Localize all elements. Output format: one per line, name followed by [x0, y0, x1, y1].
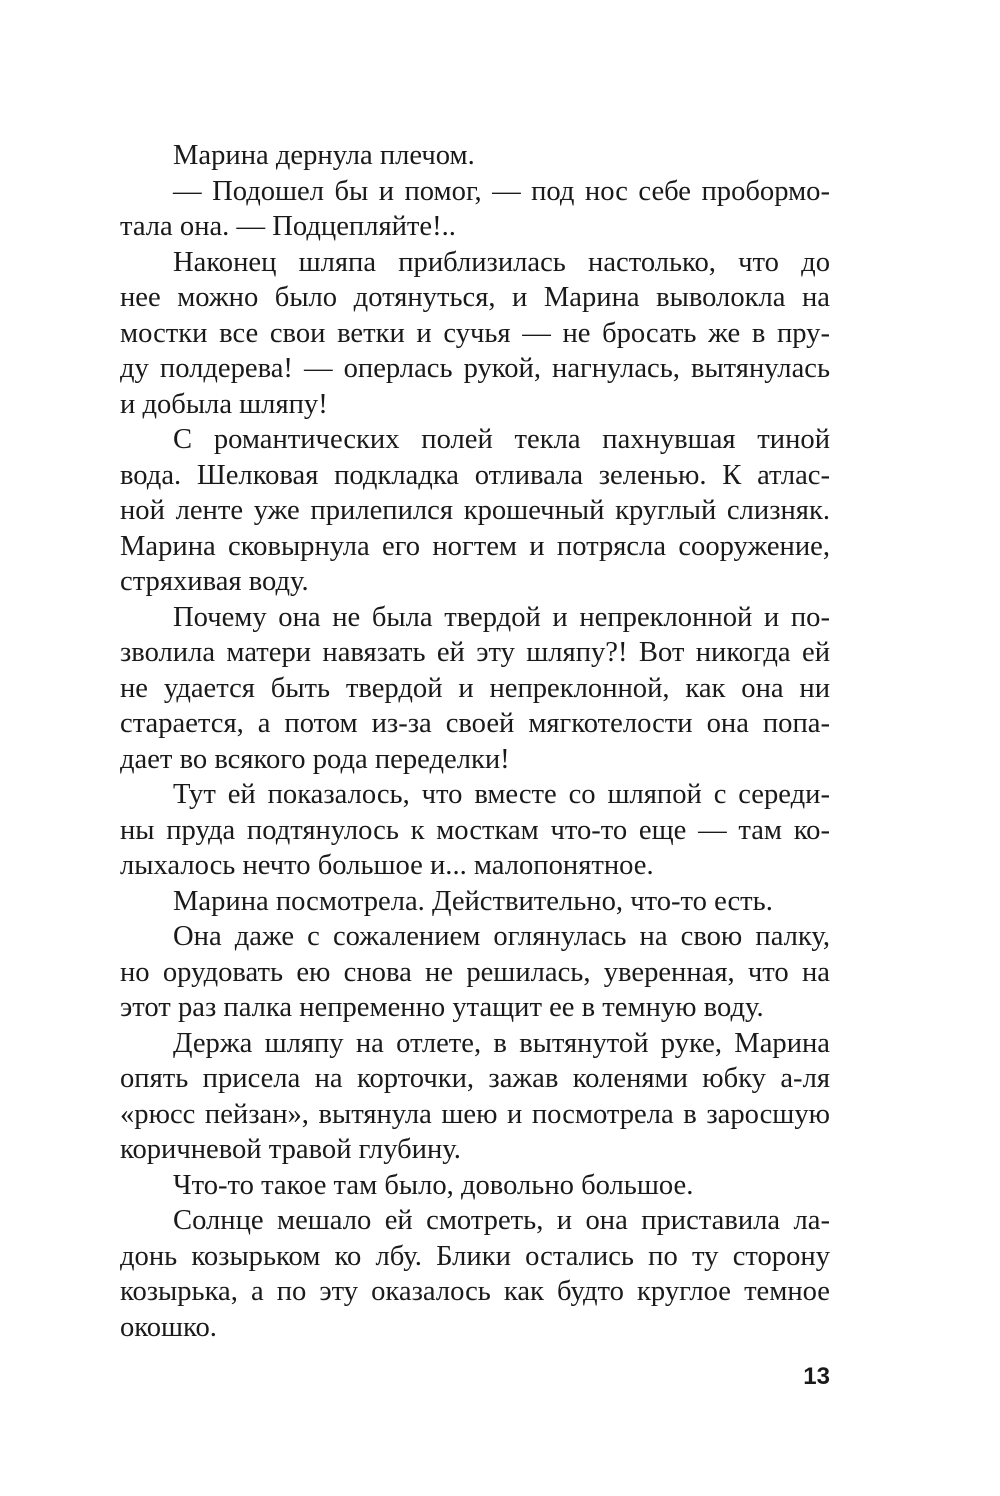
text-line: зволила матери навязать ей эту шляпу?! Вот никогда ей — [120, 637, 830, 668]
text-line: мостки все свои ветки и сучья — не бросать же в пру- — [120, 317, 830, 349]
body-text — [120, 138, 830, 1345]
text-line: старается, а потом из-за своей мягкотелости она попа- — [120, 708, 830, 739]
text-line: этот раз палка непременно утащит ее в темную воду. — [120, 992, 764, 1023]
text-line: ду полдерева! — оперлась рукой, нагнулась, вытянулась — [120, 353, 830, 384]
text-line: лыхалось нечто большое и... малопонятное. — [120, 850, 654, 881]
text-line: коричневой травой глубину. — [120, 1134, 461, 1165]
text-line: не удается быть твердой и непреклонной, как она ни — [120, 672, 830, 704]
text-line: опять присела на корточки, зажав коленями юбку а-ля — [120, 1063, 830, 1094]
text-line: вода. Шелковая подкладка отливала зеленью. К атлас- — [120, 459, 830, 491]
text-line: Что-то такое там было, довольно большое. — [173, 1169, 694, 1201]
text-line: «рюсс пейзан», вытянула шею и посмотрела в заросшую — [120, 1098, 830, 1130]
text-line: тала она. — Подцепляйте!.. — [120, 211, 456, 242]
text-line: козырька, а по эту оказалось как будто круглое темное — [120, 1276, 830, 1307]
text-line: Почему она не была твердой и непреклонной и по- — [173, 601, 830, 633]
text-line: и добыла шляпу! — [120, 388, 328, 420]
text-line: ны пруда подтянулось к мосткам что-то еще — там ко- — [120, 814, 830, 846]
text-line: Марина дернула плечом. — [173, 140, 475, 171]
text-line: Солнце мешало ей смотреть, и она приставила ла- — [173, 1205, 830, 1236]
text-line: Держа шляпу на отлете, в вытянутой руке, Марина — [173, 1027, 830, 1059]
text-line: Тут ей показалось, что вместе со шляпой с середи- — [173, 779, 830, 810]
text-line: — Подошел бы и помог, — под нос себе пробормо- — [173, 175, 830, 207]
text-line: стряхивая воду. — [120, 566, 309, 597]
text-line: Она даже с сожалением оглянулась на свою палку, — [173, 921, 830, 952]
text-line: ной ленте уже прилепился крошечный круглый слизняк. — [120, 495, 830, 526]
text-line: донь козырьком ко лбу. Блики остались по ту сторону — [120, 1240, 830, 1272]
text-line: но орудовать ею снова не решилась, уверенная, что на — [120, 956, 830, 988]
text-line: Марина сковырнула его ногтем и потрясла сооружение, — [120, 530, 830, 562]
text-line: дает во всякого рода переделки! — [120, 743, 510, 775]
page-number: 13 — [803, 1363, 830, 1390]
text-line: Наконец шляпа приблизилась настолько, что до — [173, 246, 830, 278]
text-line: Марина посмотрела. Действительно, что-то есть. — [173, 885, 773, 917]
text-line: С романтических полей текла пахнувшая тиной — [173, 424, 830, 455]
text-line: нее можно было дотянуться, и Марина выволокла на — [120, 282, 830, 313]
text-line: окошко. — [120, 1311, 217, 1343]
